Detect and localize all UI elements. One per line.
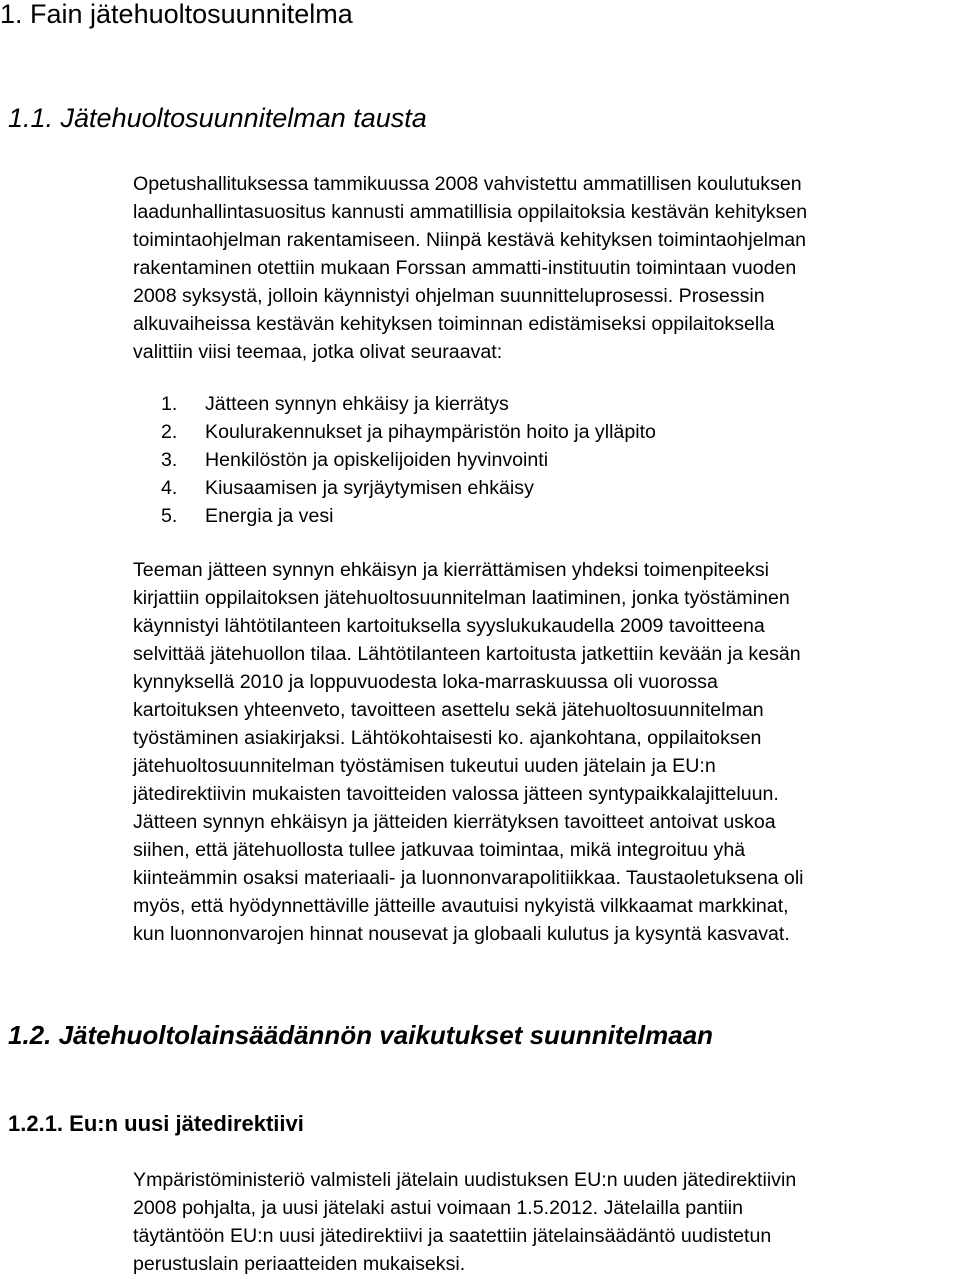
paragraph-line: 2008 syksystä, jolloin käynnistyi ohjelman suunnitteluprosessi. Prosessin xyxy=(133,285,765,307)
paragraph-line: Ympäristöministeriö valmisteli jätelain uudistuksen EU:n uuden jätedirektiivin xyxy=(133,1169,797,1191)
list-item-number: 1. xyxy=(161,393,178,415)
paragraph-line: valittiin viisi teemaa, jotka olivat seuraavat: xyxy=(133,341,503,363)
paragraph-line: kirjattiin oppilaitoksen jätehuoltosuunnitelman laatiminen, jonka työstäminen xyxy=(133,587,790,609)
list-item-number: 5. xyxy=(161,505,178,527)
paragraph-line: selvittää jätehuollon tilaa. Lähtötilanteen kartoitusta jatkettiin kevään ja kesän xyxy=(133,643,801,665)
list-item xyxy=(161,390,656,418)
paragraph-line: 2008 pohjalta, ja uusi jätelaki astui voimaan 1.5.2012. Jätelailla pantiin xyxy=(133,1197,743,1219)
list-item-text: Energia ja vesi xyxy=(205,505,334,527)
paragraph-line: perustuslain periaatteiden mukaiseksi. xyxy=(133,1253,466,1275)
paragraph-line: toimintaohjelman rakentamiseen. Niinpä kestävä kehityksen toimintaohjelman xyxy=(133,229,807,251)
paragraph-directive xyxy=(133,1166,958,1278)
paragraph-line: Teeman jätteen synnyn ehkäisyn ja kierrättämisen yhdeksi toimenpiteeksi xyxy=(133,559,770,581)
paragraph-line: jätedirektiivin mukaisten tavoitteiden valossa jätteen syntypaikkalajitteluun. xyxy=(133,783,779,805)
paragraph-line: Jätteen synnyn ehkäisyn ja jätteiden kierrätyksen tavoitteet antoivat uskoa xyxy=(133,811,776,833)
list-item-text: Kiusaamisen ja syrjäytymisen ehkäisy xyxy=(205,477,534,499)
list-item-text: Koulurakennukset ja pihaympäristön hoito ja ylläpito xyxy=(205,421,656,443)
paragraph-line: käynnistyi lähtötilanteen kartoituksella syyslukukaudella 2009 tavoitteena xyxy=(133,615,765,637)
heading-chapter-1: 1. Fain jätehuoltosuunnitelma xyxy=(0,0,353,29)
paragraph-line: kun luonnonvarojen hinnat nousevat ja globaali kulutus ja kysyntä kasvavat. xyxy=(133,923,790,945)
list-item-number: 3. xyxy=(161,449,178,471)
paragraph-line: kiinteämmin osaksi materiaali- ja luonnonvarapolitiikkaa. Taustaoletuksena oli xyxy=(133,867,804,889)
list-item-number: 4. xyxy=(161,477,178,499)
heading-section-1-2-1: 1.2.1. Eu:n uusi jätedirektiivi xyxy=(8,1111,304,1136)
paragraph-line: alkuvaiheissa kestävän kehityksen toiminnan edistämiseksi oppilaitoksella xyxy=(133,313,775,335)
list-item xyxy=(161,474,656,502)
list-item xyxy=(161,502,656,530)
paragraph-line: kartoituksen yhteenveto, tavoitteen asettelu sekä jätehuoltosuunnitelman xyxy=(133,699,764,721)
paragraph-theme xyxy=(133,556,958,948)
paragraph-line: jätehuoltosuunnitelman työstämisen tukeutui uuden jätelain ja EU:n xyxy=(133,755,716,777)
paragraph-line: laadunhallintasuositus kannusti ammatillisia oppilaitoksia kestävän kehityksen xyxy=(133,201,808,223)
list-item-text: Henkilöstön ja opiskelijoiden hyvinvointi xyxy=(205,449,549,471)
paragraph-line: työstäminen asiakirjaksi. Lähtökohtaisesti ko. ajankohtana, oppilaitoksen xyxy=(133,727,762,749)
heading-section-1-1: 1.1. Jätehuoltosuunnitelman tausta xyxy=(8,103,427,133)
paragraph-intro xyxy=(133,170,958,366)
list-item-number: 2. xyxy=(161,421,178,443)
list-item-text: Jätteen synnyn ehkäisy ja kierrätys xyxy=(205,393,509,415)
paragraph-line: täytäntöön EU:n uusi jätedirektiivi ja saatettiin jätelainsäädäntö uudistetun xyxy=(133,1225,772,1247)
paragraph-line: myös, että hyödynnettäville jätteille avautuisi nykyistä vilkkaamat markkinat, xyxy=(133,895,789,917)
paragraph-line: siihen, että jätehuollosta tullee jatkuvaa toimintaa, mikä integroituu yhä xyxy=(133,839,746,861)
paragraph-line: kynnyksellä 2010 ja loppuvuodesta loka-marraskuussa oli vuorossa xyxy=(133,671,718,693)
list-item xyxy=(161,418,656,446)
list-item xyxy=(161,446,656,474)
themes-list xyxy=(161,390,656,530)
paragraph-line: rakentaminen otettiin mukaan Forssan ammatti-instituutin toimintaan vuoden xyxy=(133,257,797,279)
paragraph-line: Opetushallituksessa tammikuussa 2008 vahvistettu ammatillisen koulutuksen xyxy=(133,173,802,195)
heading-section-1-2: 1.2. Jätehuoltolainsäädännön vaikutukset suunnitelmaan xyxy=(8,1020,714,1050)
